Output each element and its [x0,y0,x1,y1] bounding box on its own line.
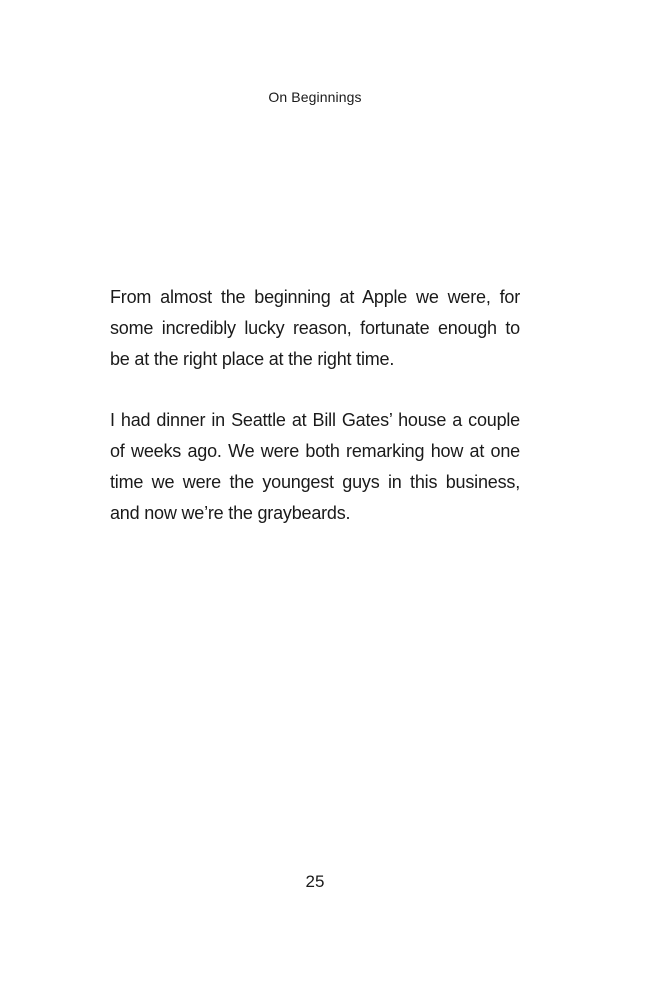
paragraph: From almost the beginning at Apple we were, for some incredibly lucky reason, fortunate enough to be at the right place at the right time. [110,287,520,369]
paragraph: I had dinner in Seattle at Bill Gates’ house a couple of weeks ago. We were both remarking how at one time we were the youngest guys in this business, and now we’re the graybeards. [110,410,520,523]
page-body [110,282,520,559]
page-number: 25 [305,872,325,891]
running-title: On Beginnings [268,89,362,105]
